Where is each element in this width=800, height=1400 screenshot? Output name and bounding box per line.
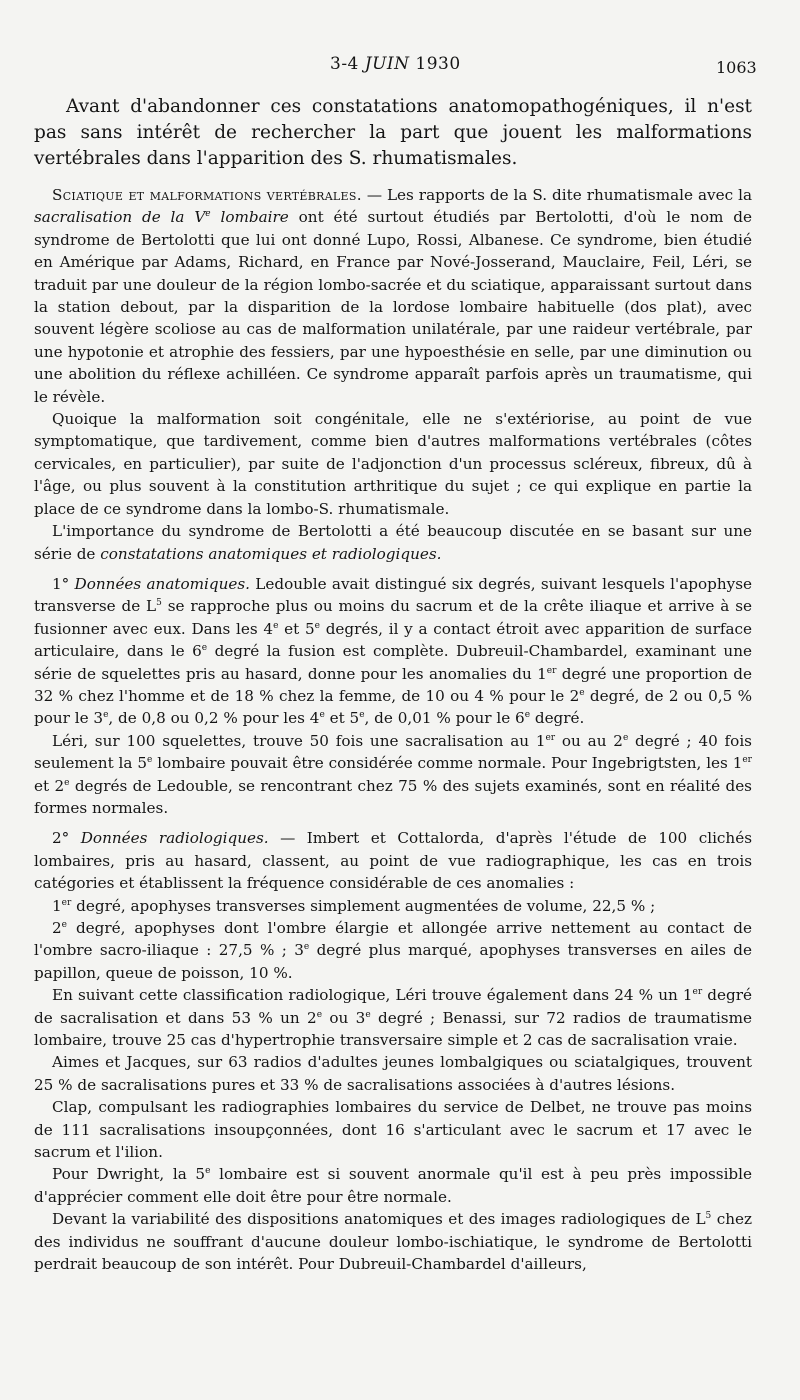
subsection-title: Données anatomiques. — [69, 574, 251, 593]
paragraph-donnees-anatomiques: 1° Données anatomiques. Ledouble avait distingué six degrés, suivant lesquels l'apophyse transverse de $L^5$ se rapproche plus ou moins du sacrum et de la crête iliaque et arrive à se fusionner avec eux. Dans les 4e et 5e degrés, il y a contact étroit avec apparition de surface articulaire, dans le 6e degré la fusion est complète. Dubreuil-Chambardel, examinant une série de squelettes pris au hasard, donne pour les anomalies du 1er degré une proportion de 32 % chez l'homme et de 18 % chez la femme, de 10 ou 4 % pour le 2e degré, de 2 ou 0,5 % pour le 3e, de 0,8 ou 0,2 % pour les 4e et 5e, de 0,01 % pour le 6e degré. — [34, 574, 753, 728]
intro-paragraph: Avant d'abandonner ces constatations anatomopathogéniques, il n'est pas sans intérêt de rechercher la part que jouent les malformations vertébrales dans l'apparition des S. rhumatismales. — [34, 96, 752, 169]
running-header — [0, 54, 800, 78]
paragraph-deuxieme-degre: 2e degré, apophyses dont l'ombre élargie et allongée arrive nettement au contact de l'ombre sacro-iliaque : 27,5 % ; 3e degré plus marqué, apophyses transverses en ailes de papillon, queue de poisson, 10 %. — [34, 919, 753, 982]
paragraph-clap: Clap, compulsant les radiographies lombaires du service de Delbet, ne trouve pas moins de 111 sacralisations insoupçonnées, dont 16 s'articulant avec le sacrum et 17 avec le sacrum et l'ilion. — [34, 1098, 752, 1162]
page-number: 1063 — [716, 58, 757, 77]
paragraph-importance: L'importance du syndrome de Bertolotti a été beaucoup discutée en se basant sur une série de constatations anatomiques et radiologiques. — [34, 522, 752, 563]
paragraph-leri-squelettes: Léri, sur 100 squelettes, trouve 50 fois une sacralisation au 1er ou au 2e degré ; 40 fois seulement la 5e lombaire pouvait être considérée comme normale. Pour Ingebrigtsten, les 1er et 2e degrés de Ledouble, se rencontrant chez 75 % des sujets examinés, sont en réalité des formes normales. — [34, 731, 752, 817]
paragraph-premier-degre: 1er degré, apophyses transverses simplement augmentées de volume, 22,5 % ; — [52, 896, 656, 915]
paragraph-aimes-jacques: Aimes et Jacques, sur 63 radios d'adultes jeunes lombalgiques ou sciatalgiques, trouvent 25 % de sacralisations pures et 33 % de sacralisations associées à d'autres lésions. — [34, 1053, 752, 1094]
section-heading: Sciatique et malformations vertébrales. — [52, 186, 362, 204]
paragraph-variabilite: Devant la variabilité des dispositions anatomiques et des images radiologiques de $L^5$ chez des individus ne souffrant d'aucune douleur lombo-ischiatique, le syndrome de Bertolotti perdrait beaucoup de son intérêt. Pour Dubreuil-Chambardel d'ailleurs, — [34, 1210, 753, 1274]
issue-date: 3-4 JUIN 1930 — [330, 54, 461, 74]
paragraph-sciatique-malformations: Sciatique et malformations vertébrales. — Les rapports de la S. dite rhumatismale avec la sacralisation de la Ve lombaire ont été surtout étudiés par Bertolotti, d'où le nom de syndrome de Bertolotti que lui ont donné Lupo, Rossi, Albanese. Ce syndrome, bien étudié en Amérique par Adams, Richard, en France par Nové-Josserand, Mauclaire, Feil, Léri, se traduit par une douleur de la région lombo-sacrée et du sciatique, apparaissant surtout dans la station debout, par la disparition de la lordose lombaire habituelle (dos plat), avec souvent légère scoliose au cas de malformation unilatérale, par une raideur vertébrale, par une hypotonie et atrophie des fessiers, par une hypoesthésie en selle, par une diminution ou une abolition du réflexe achilléen. Ce syndrome apparaît parfois après un traumatisme, qui le révèle. — [34, 186, 753, 406]
article-body — [34, 94, 752, 1276]
paragraph-congenitale: Quoique la malformation soit congénitale, elle ne s'extériorise, au point de vue symptomatique, que tardivement, comme bien d'autres malformations vertébrales (côtes cervicales, en particulier), par suite de l'adjonction d'un processus scléreux, fibreux, dû à l'âge, ou plus souvent à la constitution arthritique du sujet ; ce qui explique en partie la place de ce syndrome dans la lombo-S. rhumatismale. — [34, 410, 752, 518]
paragraph-donnees-radiologiques: 2° Données radiologiques. — Imbert et Cottalorda, d'après l'étude de 100 clichés lombaires, pris au hasard, classent, au point de vue radiographique, les cas en trois catégories et établissent la fréquence considérable de ces anomalies : — [34, 829, 752, 893]
paragraph-dwright: Pour Dwright, la 5e lombaire est si souvent anormale qu'il est à peu près impossible d'apprécier comment elle doit être pour être normale. — [34, 1165, 752, 1206]
subsection-title: Données radiologiques. — [69, 829, 269, 848]
paragraph-classification-leri: En suivant cette classification radiologique, Léri trouve également dans 24 % un 1er degré de sacralisation et dans 53 % un 2e ou 3e degré ; Benassi, sur 72 radios de traumatisme lombaire, trouve 25 cas d'hypertrophie transversaire simple et 2 cas de sacralisation vraie. — [34, 986, 752, 1050]
